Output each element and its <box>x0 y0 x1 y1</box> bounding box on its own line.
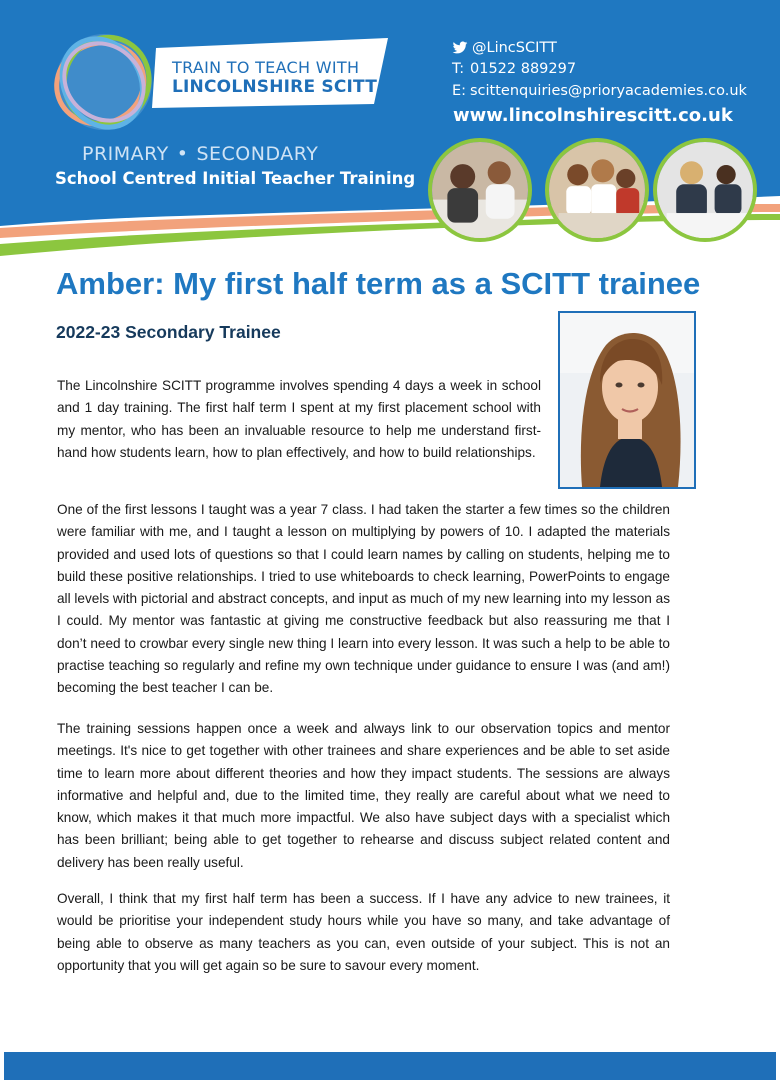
website-link[interactable]: www.lincolnshirescitt.co.uk <box>453 105 733 126</box>
logo-text-line2: LINCOLNSHIRE SCITT <box>172 77 378 97</box>
phase-primary: PRIMARY <box>82 143 169 165</box>
trainee-portrait-image <box>560 313 694 487</box>
article-subtitle: 2022-23 Secondary Trainee <box>56 322 281 342</box>
article-paragraph-2: One of the first lessons I taught was a year 7 class. I had taken the starter a few times so the children were familiar with me, and I taught a lesson on multiplying by powers of 10. I adapted the materials provided and used lots of questions so that I could learn names by calling on students, helping me to build these positive relationships. I tried to use whiteboards to check learning, PowerPoints to engage all levels with pictorial and abstract concepts, and input as much of my new learning into my lesson as I could. My mentor was fantastic at giving me constructive feedback but also reassuring me that I don’t need to crowbar every single new thing I learn into every lesson. It was such a help to be able to practise teaching so regularly and refine my own technique under guidance to ensure I was (and am!) becoming the best teacher I can be. <box>57 502 670 696</box>
classroom-photo-1 <box>428 138 532 242</box>
phone-prefix: T: <box>452 61 465 78</box>
header-banner <box>0 0 780 270</box>
logo-ring-icon <box>48 26 160 138</box>
footer-bar <box>4 1052 776 1080</box>
email-prefix: E: <box>452 82 467 99</box>
classroom-photo-1-image <box>432 142 528 238</box>
article-paragraph-4: Overall, I think that my first half term has been a success. If I have any advice to new trainees, it would be prioritise your independent study hours while you have so many, and take advantage of being able to observe as many teachers as you can, even outside of your subject. This is not an opportunity that you will get again so be sure to savour every moment. <box>57 891 670 973</box>
article-paragraph-1: The Lincolnshire SCITT programme involves spending 4 days a week in school and 1 day training. The first half term I spent at my first placement school with my mentor, who has been an invaluable resource to help me understand first-hand how students learn, how to plan effectively, and how to build relationships. <box>57 378 541 460</box>
contact-block <box>452 37 747 102</box>
phone-number: 01522 889297 <box>470 61 577 78</box>
twitter-handle: @LincSCITT <box>472 39 557 56</box>
classroom-photo-3-image <box>657 142 753 238</box>
contact-twitter[interactable] <box>452 37 747 59</box>
email-address: scittenquiries@prioryacademies.co.uk <box>470 82 747 99</box>
article-title: Amber: My first half term as a SCITT trainee <box>56 266 701 301</box>
classroom-photo-2 <box>545 138 649 242</box>
contact-email[interactable] <box>452 80 747 102</box>
logo-text-line1: TRAIN TO TEACH WITH <box>172 58 360 77</box>
phases-label <box>82 143 318 165</box>
classroom-photo-3 <box>653 138 757 242</box>
tagline: School Centred Initial Teacher Training <box>55 169 416 188</box>
classroom-photo-2-image <box>549 142 645 238</box>
twitter-bird-icon <box>452 41 468 55</box>
contact-phone[interactable] <box>452 59 747 81</box>
article-paragraph-3: The training sessions happen once a week and always link to our observation topics and mentor meetings. It's nice to get together with other trainees and share experiences and be able to set aside time to learn more about different theories and how they impact students. The sessions are always informative and helpful and, due to the limited time, they really are careful about what we need to know, which makes it that much more impactful. We also have subject days with a specialist which has been brilliant; being able to get together to rehearse and discuss subject related content and delivery has been really useful. <box>57 721 670 870</box>
phase-secondary: SECONDARY <box>196 143 319 165</box>
trainee-portrait <box>558 311 696 489</box>
phase-separator: • <box>176 143 189 165</box>
